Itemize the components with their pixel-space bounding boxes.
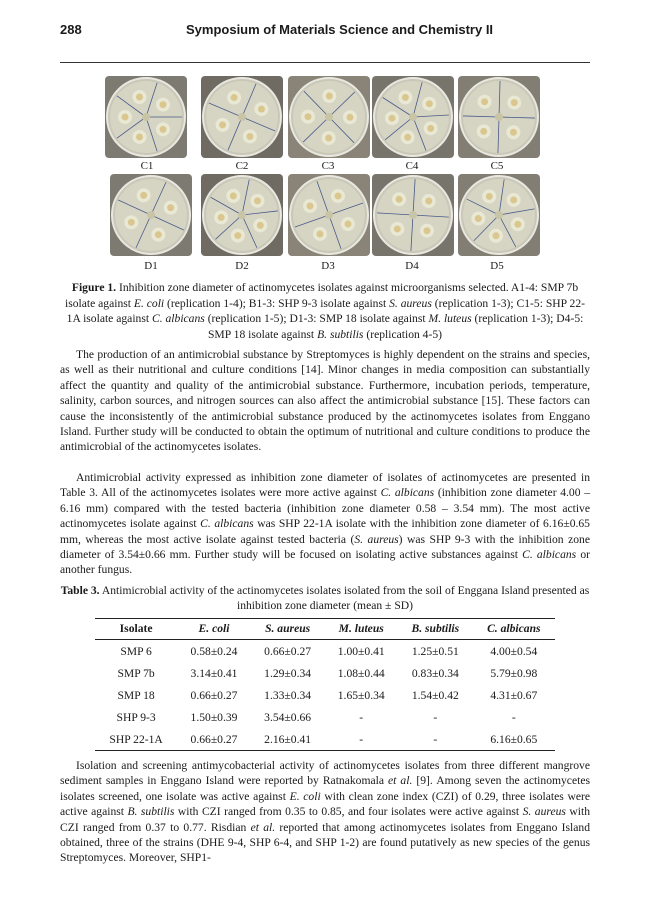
paragraph-species: S. aureus <box>522 805 566 819</box>
petri-plate-c2 <box>201 76 283 158</box>
table-cell: - <box>398 728 473 751</box>
petri-dish-photo-icon <box>105 76 187 158</box>
table-cell: - <box>511 710 516 724</box>
header-title: Symposium of Materials Science and Chemistry II <box>186 22 494 37</box>
table-cell: SHP 22-1A <box>95 728 177 751</box>
petri-plate-d3 <box>288 174 370 256</box>
table-cell: 1.25±0.51 <box>411 644 459 658</box>
table-cell: 1.50±0.39 <box>190 710 238 724</box>
column-header <box>398 619 473 640</box>
petri-plate-c5 <box>458 76 540 158</box>
column-header-text: C. albicans <box>487 622 541 635</box>
column-header-text: M. luteus <box>338 622 384 635</box>
petri-plate-d4 <box>372 174 454 256</box>
column-header-text: E. coli <box>198 622 230 635</box>
column-header-text: B. subtilis <box>411 622 460 635</box>
caption-species: B. subtilis <box>317 327 364 341</box>
caption-text: (replication 1-3); C1-5: SHP 22-1A isolate against <box>66 296 586 325</box>
paragraph-species: C. albicans <box>200 517 254 531</box>
caption-text: Inhibition zone diameter of actinomycetes isolates against microorganisms selected. A1-4: SMP 7b isolate against <box>64 281 579 310</box>
plate-label: D4 <box>405 260 419 272</box>
caption-text: (replication 1-5); D1-3: SMP 18 isolate against <box>204 312 429 325</box>
figure-caption <box>60 280 590 342</box>
paragraph-text: reported that among actinomycetes isolates from Enggano Island obtained, three of the strains (DHE 9-4, SHP 6-4, and SHP 1-2) are found putatively as new species of the genus Streptomyces. Moreover, SHP1- <box>60 820 591 865</box>
table-cell: 1.29±0.34 <box>264 666 312 680</box>
table-caption-label: Table 3. <box>60 584 100 597</box>
table-cell: 2.16±0.41 <box>251 728 325 751</box>
table-cell: 1.08±0.44 <box>337 666 385 680</box>
caption-text: (replication 1-3); D4-5: SMP 18 isolate against <box>207 312 584 341</box>
petri-dish-photo-icon <box>110 174 192 256</box>
table-cell: SMP 7b <box>117 666 155 680</box>
petri-dish-photo-icon <box>372 76 454 158</box>
table-cell: - <box>324 728 398 751</box>
paragraph-species: S. aureus <box>354 532 399 546</box>
table-row <box>95 728 555 751</box>
table-row <box>95 662 555 684</box>
table-cell: 0.66±0.27 <box>264 644 312 658</box>
petri-dish-photo-icon <box>458 174 540 256</box>
paragraph-text: with CZI ranged from 0.35 to 0.85, and four isolates were active against <box>174 805 523 819</box>
paragraph-text: with clean zone index (CZI) of 0.29, three isolates were active against <box>60 789 590 819</box>
table-cell: 1.00±0.41 <box>337 644 385 658</box>
column-header-text: S. aureus <box>265 622 311 635</box>
plate-label: C3 <box>321 160 335 172</box>
table-cell: 6.16±0.65 <box>473 728 555 751</box>
petri-plate-d1 <box>110 174 192 256</box>
paragraph-text: or another fungus. <box>60 548 590 577</box>
petri-plate-c4 <box>372 76 454 158</box>
paragraph-etal: et al. <box>250 820 276 834</box>
table-cell: 4.00±0.54 <box>490 644 538 658</box>
table-caption-text: Antimicrobial activity of the actinomycetes isolates isolated from the soil of Enggana Island presented as inhibition zone diameter (mean ± SD) <box>99 584 590 613</box>
paragraph-text: was SHP 22-1A isolate with the inhibition zone diameter of 6.16±0.65 mm, whereas the most active isolate against tested bacteria ( <box>60 517 590 546</box>
paragraph-text: ) was SHP 9-3 with the inhibition zone diameter of 3.54±0.66 mm. Further study will be focused on isolating active substances against <box>60 532 590 562</box>
petri-dish-photo-icon <box>458 76 540 158</box>
plate-label: D5 <box>490 260 504 272</box>
running-header <box>60 22 590 42</box>
paragraph-text: Isolation and screening antimycobacterial activity of actinomycetes isolates from three different mangrove sediment samples in Enggano Island were reported by Ratnakomala <box>60 759 590 788</box>
plate-label: D2 <box>235 260 249 272</box>
table-cell: 3.14±0.41 <box>190 666 238 680</box>
paragraph-text: (inhibition zone diameter 4.00 – 6.16 mm) compared with the tested bacteria (inhibition zone diameter 0.58 – 3.54 mm). The most active actinomycetes isolate against <box>60 486 590 531</box>
table-cell: 0.66±0.27 <box>177 728 251 751</box>
paragraph-etal: et al. <box>388 774 413 788</box>
plate-label: D3 <box>321 260 335 272</box>
table-cell: SMP 18 <box>117 688 155 702</box>
body-paragraph-2 <box>60 470 590 578</box>
petri-plate-c1 <box>105 76 187 158</box>
petri-dish-photo-icon <box>372 174 454 256</box>
paragraph-species: C. albicans <box>380 486 435 500</box>
table-cell: 3.54±0.66 <box>264 710 312 724</box>
table-cell: - <box>433 710 438 724</box>
column-header: Isolate <box>95 619 177 640</box>
table-cell: 1.33±0.34 <box>264 688 312 702</box>
table-cell: SMP 6 <box>120 644 152 658</box>
page-number: 288 <box>60 22 82 37</box>
caption-species: M. luteus <box>428 312 472 325</box>
petri-plate-d2 <box>201 174 283 256</box>
petri-plate-c3 <box>288 76 370 158</box>
table-cell: - <box>359 710 364 724</box>
body-paragraph-3 <box>60 758 590 866</box>
results-table <box>95 618 555 751</box>
table-cell: 5.79±0.98 <box>490 666 538 680</box>
table-row <box>95 706 555 728</box>
petri-dish-photo-icon <box>288 76 370 158</box>
paragraph-text: [9]. Among seven the actinomycetes isolates screened, one isolate was active against <box>60 774 590 803</box>
table-row <box>95 684 555 706</box>
caption-species: C. albicans <box>151 312 205 325</box>
table-header-row <box>95 619 555 640</box>
table-caption <box>60 583 590 614</box>
petri-dish-photo-icon <box>201 174 283 256</box>
plate-label: C1 <box>140 160 154 172</box>
petri-plate-d5 <box>458 174 540 256</box>
column-header <box>251 619 325 640</box>
petri-dish-photo-icon <box>288 174 370 256</box>
plate-label: C5 <box>490 160 504 172</box>
paragraph-species: B. subtilis <box>127 805 175 819</box>
table-cell: 0.58±0.24 <box>190 644 238 658</box>
caption-species: S. aureus <box>389 296 432 310</box>
paragraph-species: C. albicans <box>522 548 577 562</box>
petri-dish-photo-icon <box>201 76 283 158</box>
table-cell: 0.83±0.34 <box>411 666 459 680</box>
column-header <box>177 619 251 640</box>
table-cell: 1.54±0.42 <box>411 688 459 702</box>
caption-text: (replication 1-4); B1-3: SHP 9-3 isolate against <box>164 296 390 310</box>
body-paragraph-1: The production of an antimicrobial substance by Streptomyces is highly dependent on the strains and species, as well as their nutritional and culture conditions [14]. Minor changes in media composition can substantially affect the quantity and quality of the antimicrobial substance. Furthermore, incubation periods, temperature, salinity, carbon sources, and nitrogen sources can also affect the antimicrobial substance [15]. These factors can cause the inconsistently of the antimicrobial substance produced by the actinomycetes isolates from Enggano Island. Further study will be conducted to obtain the optimum of nutritional and culture conditions to produce the antimicrobial of the actinomycetes isolates. <box>60 348 590 454</box>
table-cell: SHP 9-3 <box>116 710 156 724</box>
column-header <box>473 619 555 640</box>
plate-label: C4 <box>405 160 419 172</box>
table-cell: 4.31±0.67 <box>490 688 538 702</box>
figure-caption-label: Figure 1. <box>71 281 117 294</box>
table-cell: 0.66±0.27 <box>190 688 238 702</box>
column-header <box>324 619 398 640</box>
paragraph-species: E. coli <box>289 789 321 803</box>
paragraph-text: with CZI ranged from 0.37 to 0.77. Risdian <box>60 805 590 834</box>
caption-text: (replication 4-5) <box>363 327 442 341</box>
paragraph-text: Antimicrobial activity expressed as inhibition zone diameter of isolates of actinomycetes are presented in Table 3. All of the actinomycetes isolates were more active against <box>60 471 590 500</box>
plate-label: C2 <box>235 160 249 172</box>
header-rule <box>60 62 590 63</box>
table-cell: 1.65±0.34 <box>337 688 385 702</box>
table-row <box>95 640 555 663</box>
caption-species: E. coli <box>133 296 165 310</box>
plate-label: D1 <box>144 260 158 272</box>
